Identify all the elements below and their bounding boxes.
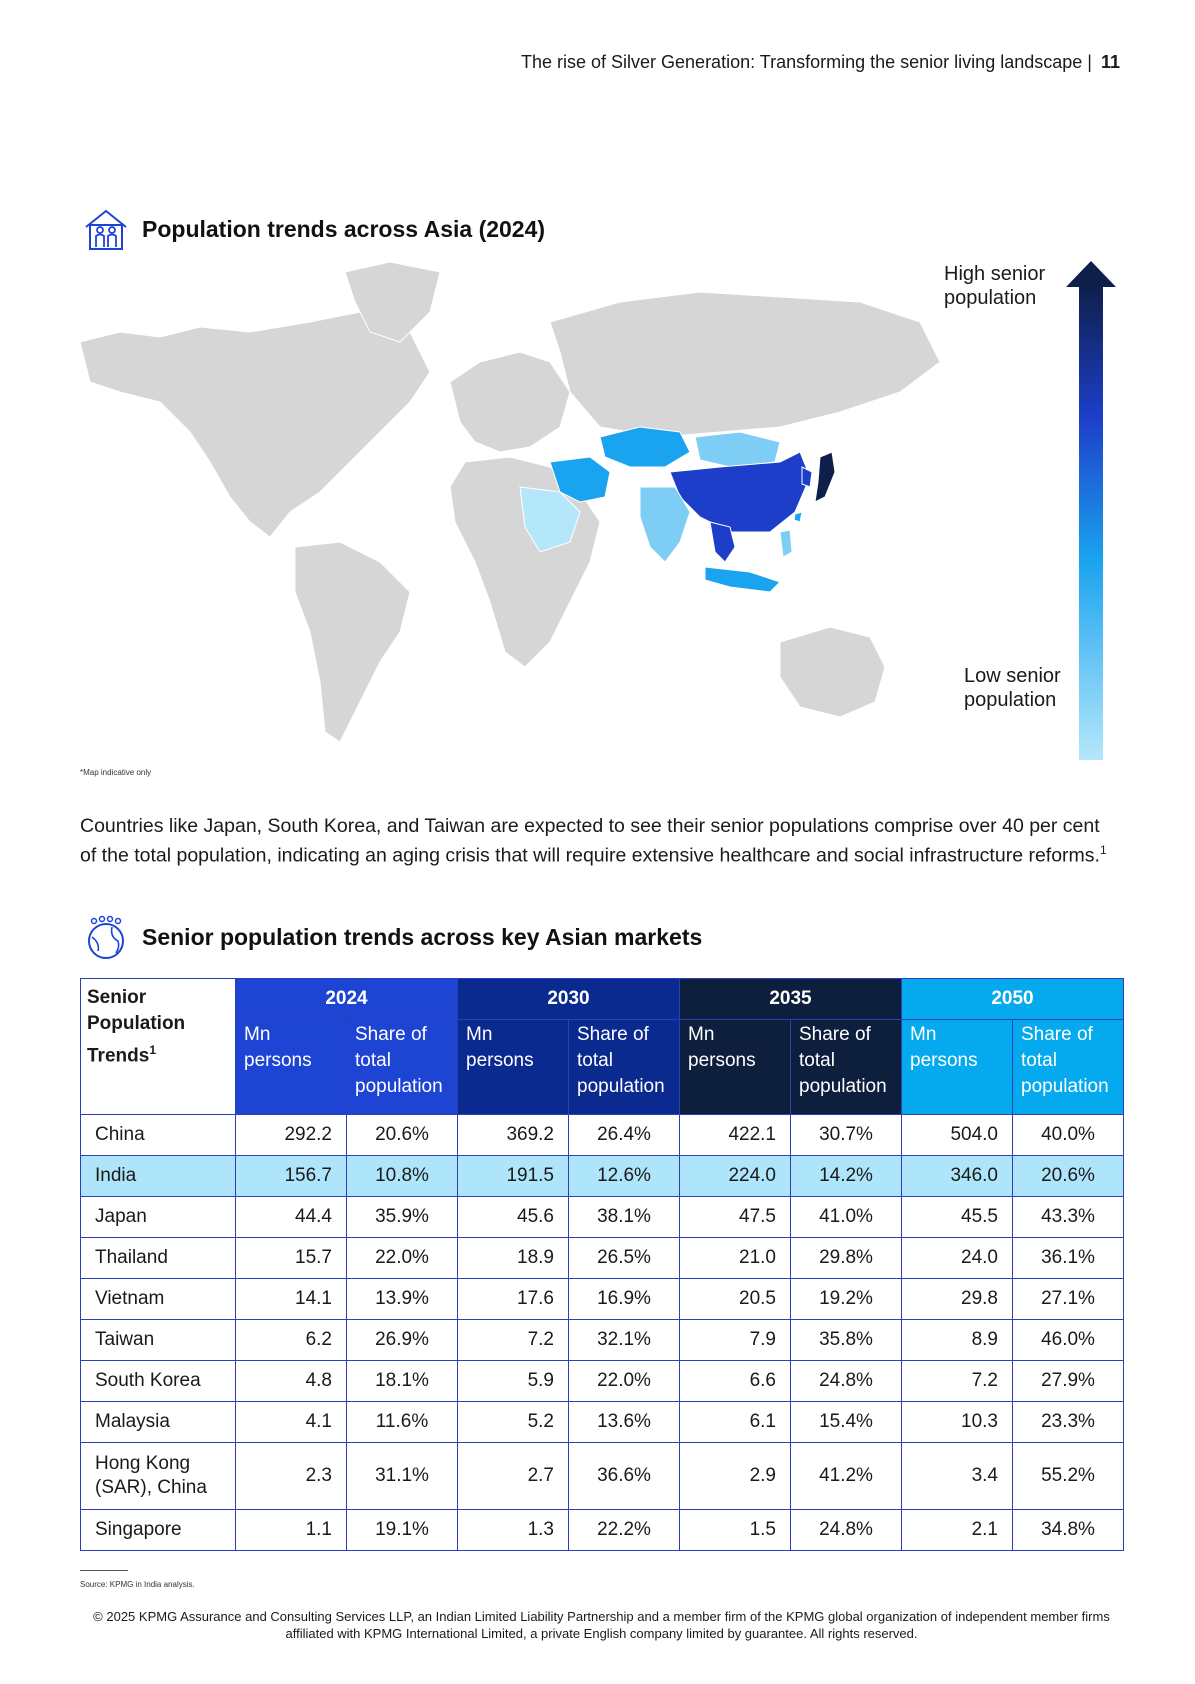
sub-header-share: Share of total population: [1013, 1020, 1124, 1115]
value-cell: 36.1%: [1013, 1238, 1124, 1279]
table-row: [81, 1402, 1124, 1443]
value-cell: 191.5: [458, 1156, 569, 1197]
value-cell: 13.9%: [347, 1279, 458, 1320]
sub-header-share: Share of total population: [347, 1020, 458, 1115]
value-cell: 1.3: [458, 1510, 569, 1551]
country-cell: China: [81, 1115, 236, 1156]
table-section-title: [82, 913, 702, 961]
country-cell: Malaysia: [81, 1402, 236, 1443]
europe: [450, 352, 570, 452]
value-cell: 20.6%: [1013, 1156, 1124, 1197]
korea: [802, 467, 812, 487]
value-cell: 346.0: [902, 1156, 1013, 1197]
row-header-text: Senior Population Trends: [87, 987, 186, 1067]
country-cell: Taiwan: [81, 1320, 236, 1361]
value-cell: 6.1: [680, 1402, 791, 1443]
value-cell: 14.2%: [791, 1156, 902, 1197]
value-cell: 7.9: [680, 1320, 791, 1361]
mongolia: [695, 432, 780, 467]
value-cell: 12.6%: [569, 1156, 680, 1197]
value-cell: 21.0: [680, 1238, 791, 1279]
table-row: [81, 1510, 1124, 1551]
north-asia: [550, 292, 940, 437]
value-cell: 4.8: [236, 1361, 347, 1402]
country-cell: Hong Kong (SAR), China: [81, 1443, 236, 1510]
world-map: [80, 262, 1025, 792]
value-cell: 43.3%: [1013, 1197, 1124, 1238]
value-cell: 24.0: [902, 1238, 1013, 1279]
value-cell: 504.0: [902, 1115, 1013, 1156]
value-cell: 2.9: [680, 1443, 791, 1510]
value-cell: 19.1%: [347, 1510, 458, 1551]
value-cell: 224.0: [680, 1156, 791, 1197]
value-cell: 6.2: [236, 1320, 347, 1361]
taiwan: [794, 512, 802, 522]
table-title-text: Senior population trends across key Asian markets: [142, 923, 703, 950]
row-header-cell: [81, 979, 236, 1115]
value-cell: 20.6%: [347, 1115, 458, 1156]
header-title: The rise of Silver Generation: Transforming the senior living landscape |: [520, 52, 1092, 72]
value-cell: 369.2: [458, 1115, 569, 1156]
value-cell: 7.2: [902, 1361, 1013, 1402]
country-cell: Japan: [81, 1197, 236, 1238]
country-cell: Vietnam: [81, 1279, 236, 1320]
row-header-sup: 1: [149, 1043, 156, 1057]
table-row: [81, 1238, 1124, 1279]
family-home-icon: [82, 205, 130, 253]
table-row: [81, 1443, 1124, 1510]
value-cell: 47.5: [680, 1197, 791, 1238]
value-cell: 44.4: [236, 1197, 347, 1238]
value-cell: 45.5: [902, 1197, 1013, 1238]
table-row: [81, 1115, 1124, 1156]
legend-high-label: High senior population: [944, 263, 1046, 309]
value-cell: 8.9: [902, 1320, 1013, 1361]
paragraph-footnote: 1: [1099, 843, 1107, 857]
value-cell: 24.8%: [791, 1361, 902, 1402]
value-cell: 27.9%: [1013, 1361, 1124, 1402]
page-number: 11: [1100, 52, 1120, 72]
value-cell: 4.1: [236, 1402, 347, 1443]
value-cell: 38.1%: [569, 1197, 680, 1238]
table-row: [81, 1320, 1124, 1361]
philippines: [780, 530, 792, 557]
value-cell: 13.6%: [569, 1402, 680, 1443]
value-cell: 422.1: [680, 1115, 791, 1156]
value-cell: 40.0%: [1013, 1115, 1124, 1156]
value-cell: 10.3: [902, 1402, 1013, 1443]
year-header-2030: 2030: [458, 979, 680, 1020]
value-cell: 34.8%: [1013, 1510, 1124, 1551]
value-cell: 17.6: [458, 1279, 569, 1320]
value-cell: 2.1: [902, 1510, 1013, 1551]
value-cell: 23.3%: [1013, 1402, 1124, 1443]
value-cell: 26.5%: [569, 1238, 680, 1279]
source-divider: [80, 1570, 128, 1571]
sub-header-mn: Mn persons: [902, 1020, 1013, 1115]
value-cell: 55.2%: [1013, 1443, 1124, 1510]
value-cell: 35.8%: [791, 1320, 902, 1361]
value-cell: 1.1: [236, 1510, 347, 1551]
table-row: [81, 1279, 1124, 1320]
country-cell: Singapore: [81, 1510, 236, 1551]
value-cell: 36.6%: [569, 1443, 680, 1510]
globe-people-icon: [82, 913, 130, 961]
legend-gradient-bar: [1079, 284, 1103, 760]
value-cell: 26.4%: [569, 1115, 680, 1156]
value-cell: 27.1%: [1013, 1279, 1124, 1320]
sub-header-share: Share of total population: [569, 1020, 680, 1115]
country-cell: Thailand: [81, 1238, 236, 1279]
value-cell: 20.5: [680, 1279, 791, 1320]
value-cell: 30.7%: [791, 1115, 902, 1156]
value-cell: 26.9%: [347, 1320, 458, 1361]
map-note: *Map indicative only: [80, 768, 152, 777]
indonesia: [705, 567, 780, 592]
value-cell: 6.6: [680, 1361, 791, 1402]
value-cell: 11.6%: [347, 1402, 458, 1443]
value-cell: 41.2%: [791, 1443, 902, 1510]
value-cell: 32.1%: [569, 1320, 680, 1361]
value-cell: 18.1%: [347, 1361, 458, 1402]
value-cell: 156.7: [236, 1156, 347, 1197]
map-section-title: [82, 205, 545, 253]
kazakhstan: [600, 427, 690, 467]
table-row: [81, 1197, 1124, 1238]
copyright-footer: © 2025 KPMG Assurance and Consulting Services LLP, an Indian Limited Liability Partnership and a member firm of the KPMG global organization of independent member firms affiliated with KPMG International Limited, a private English company limited by guarantee. All rights reserved.: [93, 1609, 1110, 1641]
value-cell: 22.0%: [347, 1238, 458, 1279]
value-cell: 2.3: [236, 1443, 347, 1510]
source-note: Source: KPMG in India analysis.: [80, 1580, 195, 1589]
value-cell: 16.9%: [569, 1279, 680, 1320]
value-cell: 45.6: [458, 1197, 569, 1238]
legend-low-label: Low senior population: [964, 665, 1061, 711]
australia: [780, 627, 885, 717]
year-header-2024: 2024: [236, 979, 458, 1020]
senior-population-table: [80, 978, 1124, 1551]
north-america: [80, 312, 430, 537]
value-cell: 2.7: [458, 1443, 569, 1510]
value-cell: 22.0%: [569, 1361, 680, 1402]
value-cell: 15.7: [236, 1238, 347, 1279]
value-cell: 3.4: [902, 1443, 1013, 1510]
value-cell: 14.1: [236, 1279, 347, 1320]
value-cell: 22.2%: [569, 1510, 680, 1551]
paragraph-text: Countries like Japan, South Korea, and Taiwan are expected to see their senior populations comprise over 40 per cent of the total population, indicating an aging crisis that will require extensive healthcare and social infrastructure reforms.: [80, 815, 1100, 867]
value-cell: 5.2: [458, 1402, 569, 1443]
value-cell: 29.8%: [791, 1238, 902, 1279]
sub-header-mn: Mn persons: [458, 1020, 569, 1115]
value-cell: 10.8%: [347, 1156, 458, 1197]
value-cell: 18.9: [458, 1238, 569, 1279]
value-cell: 7.2: [458, 1320, 569, 1361]
value-cell: 5.9: [458, 1361, 569, 1402]
south-america: [295, 542, 410, 742]
sub-header-share: Share of total population: [791, 1020, 902, 1115]
table-row: [81, 1156, 1124, 1197]
map-title-text: Population trends across Asia (2024): [142, 215, 546, 242]
value-cell: 15.4%: [791, 1402, 902, 1443]
year-header-2050: 2050: [902, 979, 1124, 1020]
value-cell: 1.5: [680, 1510, 791, 1551]
page-header: [521, 52, 1120, 73]
intro-paragraph: [80, 814, 1120, 868]
value-cell: 292.2: [236, 1115, 347, 1156]
value-cell: 31.1%: [347, 1443, 458, 1510]
sub-header-mn: Mn persons: [680, 1020, 791, 1115]
value-cell: 29.8: [902, 1279, 1013, 1320]
value-cell: 41.0%: [791, 1197, 902, 1238]
country-cell: India: [81, 1156, 236, 1197]
value-cell: 46.0%: [1013, 1320, 1124, 1361]
value-cell: 24.8%: [791, 1510, 902, 1551]
table-row: [81, 1361, 1124, 1402]
country-cell: South Korea: [81, 1361, 236, 1402]
value-cell: 19.2%: [791, 1279, 902, 1320]
value-cell: 35.9%: [347, 1197, 458, 1238]
year-header-2035: 2035: [680, 979, 902, 1020]
sub-header-mn: Mn persons: [236, 1020, 347, 1115]
japan: [815, 452, 835, 502]
